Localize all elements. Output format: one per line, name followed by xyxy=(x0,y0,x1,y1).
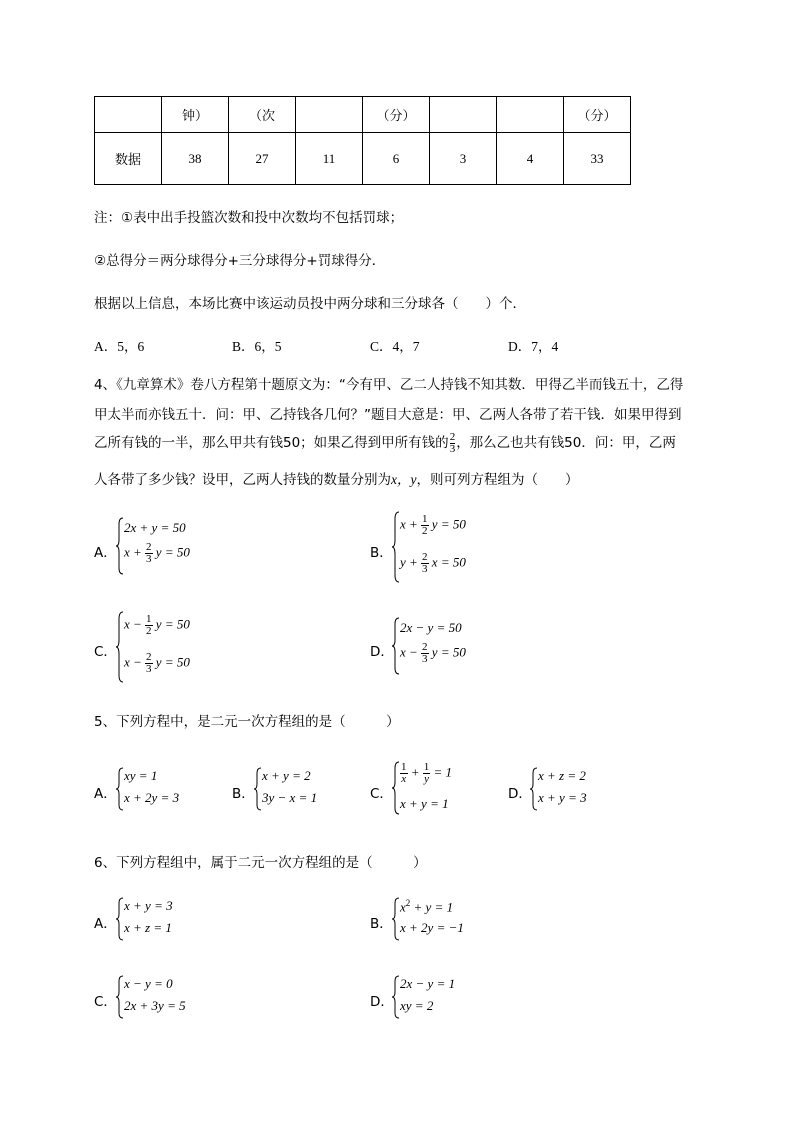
q4-option-a-system xyxy=(116,516,236,576)
equation-1: x − y = 0 xyxy=(124,976,173,991)
equation-2: x + y = 1 xyxy=(400,796,449,811)
q6-option-d-system xyxy=(392,974,512,1020)
data-cell: 33 xyxy=(564,133,631,185)
q6-option-b-label[interactable]: B． xyxy=(370,916,393,932)
equation-1: xy = 1 xyxy=(124,768,158,783)
brace-icon xyxy=(530,766,538,812)
q4-option-b-label[interactable]: B． xyxy=(370,545,393,561)
note-1: 注：①表中出手投篮次数和投中次数均不包括罚球； xyxy=(94,210,404,226)
header-cell: （分） xyxy=(564,97,631,133)
equation-2: 2x + 3y = 5 xyxy=(124,998,186,1013)
q4-line-2: 甲太半而亦钱五十．问：甲、乙持钱各几何？”题目大意是：甲、乙两人各带了若干钱．如果甲得到 xyxy=(94,407,682,423)
equation-2: y + $\frac{2}{3}$ x = 50 xyxy=(400,551,466,575)
q5-option-c-system xyxy=(392,760,492,816)
brace-icon xyxy=(392,510,400,584)
q4-option-d-label[interactable]: D． xyxy=(370,644,394,660)
data-cell: 27 xyxy=(229,133,296,185)
q5-option-a-label[interactable]: A． xyxy=(94,786,117,802)
q5-option-c-label[interactable]: C． xyxy=(370,786,393,802)
brace-icon xyxy=(116,610,124,684)
q4-option-c-label[interactable]: C． xyxy=(94,644,117,660)
equation-2: x − $\frac{2}{3}$ y = 50 xyxy=(124,651,190,675)
header-cell xyxy=(296,97,363,133)
data-cell: 38 xyxy=(162,133,229,185)
q4-line-4b: ，则可列方程组为（ ） xyxy=(416,472,579,488)
equation-2: x + 2y = −1 xyxy=(400,920,464,935)
equation-1: 2x − y = 50 xyxy=(400,620,462,635)
equation-2: 3y − x = 1 xyxy=(262,790,318,805)
data-cell: 6 xyxy=(363,133,430,185)
note-2: ②总得分＝两分球得分+三分球得分+罚球得分． xyxy=(94,253,386,269)
option-b[interactable]: B．6，5 xyxy=(232,339,282,354)
q5-option-b-system xyxy=(254,766,354,812)
row-label: 数据 xyxy=(95,133,162,185)
brace-icon xyxy=(116,896,124,942)
data-cell: 11 xyxy=(296,133,363,185)
equation-1: $\frac{1}{x}$ + $\frac{1}{y}$ = 1 xyxy=(401,761,453,785)
q6-option-b-system xyxy=(392,896,512,942)
q6-option-c-label[interactable]: C． xyxy=(94,994,117,1010)
brace-icon xyxy=(254,766,262,812)
equation-1: x + z = 2 xyxy=(538,768,586,783)
q6-option-a-label[interactable]: A． xyxy=(94,916,117,932)
brace-icon xyxy=(392,896,400,942)
brace-icon xyxy=(116,766,124,812)
q4-option-b-system xyxy=(392,510,512,584)
q5-option-d-label[interactable]: D． xyxy=(508,786,532,802)
question-text: 根据以上信息，本场比赛中该运动员投中两分球和三分球各（ ）个． xyxy=(94,296,526,312)
q4-option-d-system xyxy=(392,616,512,676)
header-cell: （分） xyxy=(363,97,430,133)
q5-option-b-label[interactable]: B． xyxy=(232,786,255,802)
equation-2: x + z = 1 xyxy=(124,920,172,935)
equation-2: x + $\frac{2}{3}$ y = 50 xyxy=(124,541,190,565)
q4-line-4 xyxy=(94,468,578,488)
q4-option-c-system xyxy=(116,610,236,684)
brace-icon xyxy=(116,516,124,576)
brace-icon xyxy=(392,974,400,1020)
header-cell: （次 xyxy=(229,97,296,133)
equation-1: x − $\frac{1}{2}$ y = 50 xyxy=(124,613,190,637)
equation-1: 2x + y = 50 xyxy=(124,520,186,535)
q5-option-a-system xyxy=(116,766,216,812)
fraction xyxy=(450,432,456,455)
equation-1: x + $\frac{1}{2}$ y = 50 xyxy=(400,513,466,537)
q6-option-d-label[interactable]: D． xyxy=(370,994,394,1010)
q5-stem: 5、下列方程中，是二元一次方程组的是（ ） xyxy=(94,714,400,730)
data-cell: 4 xyxy=(497,133,564,185)
q4-line-3 xyxy=(94,431,676,455)
q4-option-a-label[interactable]: A． xyxy=(94,545,117,561)
q6-option-a-system xyxy=(116,896,236,942)
equation-1: 2x − y = 1 xyxy=(400,976,456,991)
denominator: 3 xyxy=(449,442,456,455)
q4-line-3a: 乙所有钱的一半，那么甲共有钱50；如果乙得到甲所有钱的 xyxy=(94,435,449,451)
q6-option-c-system xyxy=(116,974,236,1020)
header-cell: 钟） xyxy=(162,97,229,133)
data-cell: 3 xyxy=(430,133,497,185)
option-c[interactable]: C．4，7 xyxy=(370,339,420,354)
equation-1: $x^2 + y = 1$ xyxy=(400,898,454,915)
equation-2: x + 2y = 3 xyxy=(124,790,180,805)
brace-icon xyxy=(392,616,400,676)
equation-2: x + y = 3 xyxy=(538,790,587,805)
option-a[interactable]: A．5，6 xyxy=(94,339,145,354)
stats-table xyxy=(94,96,631,185)
header-cell xyxy=(430,97,497,133)
equation-1: x + y = 3 xyxy=(124,898,173,913)
q5-option-d-system xyxy=(530,766,630,812)
variables: x，y xyxy=(391,472,417,487)
brace-icon xyxy=(392,760,400,816)
q4-line-4a: 人各带了多少钱？设甲，乙两人持钱的数量分别为 xyxy=(94,472,391,488)
q6-stem: 6、下列方程组中，属于二元一次方程组的是（ ） xyxy=(94,855,427,871)
numerator: 2 xyxy=(449,430,456,443)
header-cell xyxy=(497,97,564,133)
brace-icon xyxy=(116,974,124,1020)
header-cell xyxy=(95,97,162,133)
option-d[interactable]: D．7，4 xyxy=(508,339,559,354)
equation-2: xy = 2 xyxy=(400,998,434,1013)
equation-2: x − $\frac{2}{3}$ y = 50 xyxy=(400,641,466,665)
q4-line-3b: ，那么乙也共有钱50．问：甲，乙两 xyxy=(456,435,676,451)
equation-1: x + y = 2 xyxy=(262,768,311,783)
q4-line-1: 4、《九章算术》卷八方程第十题原文为：“今有甲、乙二人持钱不知其数．甲得乙半而钱五十，乙得 xyxy=(94,377,684,393)
